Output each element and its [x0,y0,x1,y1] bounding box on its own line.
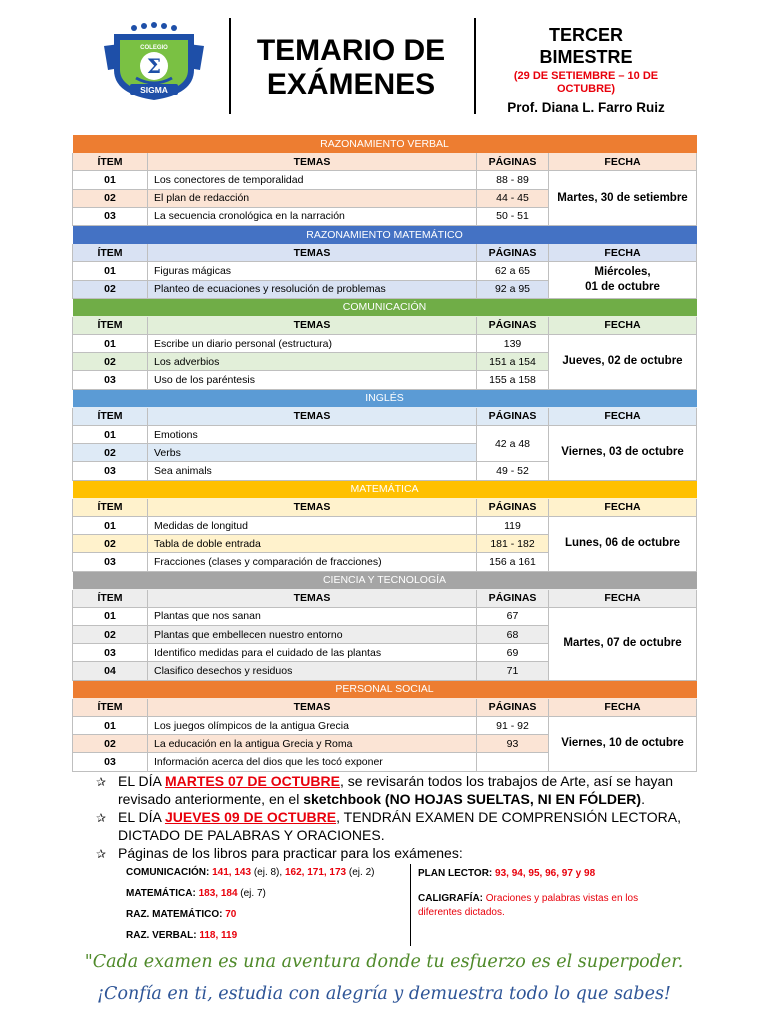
topic-name: Sea animals [148,462,477,480]
column-header-item: ÍTEM [73,316,148,334]
note-practice-pages [96,844,696,862]
column-header-temas: TEMAS [148,498,477,516]
title-line-2: EXÁMENES [266,68,436,101]
refs-divider [410,864,411,946]
exam-date: Martes, 30 de setiembre [549,171,697,226]
exam-date: Lunes, 06 de octubre [549,516,697,571]
page-range: 49 - 52 [477,462,549,480]
page-range: 155 a 158 [477,371,549,389]
page-range: 44 - 45 [477,189,549,207]
item-number: 01 [73,171,148,189]
note-text: EL DÍA [118,809,165,825]
teacher-name: Prof. Diana L. Farro Ruiz [507,100,665,115]
subject-banner [73,135,697,153]
term-title-line-1: TERCER [548,25,623,45]
term-info [486,24,686,115]
item-number: 03 [73,207,148,225]
column-header-fecha: FECHA [549,316,697,334]
item-number: 02 [73,353,148,371]
topic-name: Identifico medidas para el cuidado de las plantas [148,644,477,662]
page-range: 139 [477,335,549,353]
title-line-1: TEMARIO DE [256,34,446,67]
page-range: 67 [477,607,549,625]
column-header-row [73,316,697,334]
table-row [73,607,697,625]
topic-name: Información acerca del dios que les tocó exponer [148,753,477,771]
column-header-item: ÍTEM [73,498,148,516]
column-header-row [73,498,697,516]
column-header-paginas: PÁGINAS [477,244,549,262]
practice-pages-left [126,862,406,946]
subject-banner [73,571,697,589]
topic-name: Los conectores de temporalidad [148,171,477,189]
column-header-row [73,153,697,171]
item-number: 03 [73,644,148,662]
topic-name: Verbs [148,444,477,462]
column-header-fecha: FECHA [549,589,697,607]
page-range: 88 - 89 [477,171,549,189]
item-number: 01 [73,426,148,444]
exam-date: Jueves, 02 de octubre [549,335,697,390]
column-header-paginas: PÁGINAS [477,498,549,516]
topic-name: Planteo de ecuaciones y resolución de problemas [148,280,477,298]
page-range: 181 - 182 [477,535,549,553]
table-row [73,516,697,534]
table-row [73,717,697,735]
subject-name: RAZONAMIENTO MATEMÁTICO [73,225,697,243]
topic-name: Plantas que nos sanan [148,607,477,625]
topic-name: Los adverbios [148,353,477,371]
column-header-row [73,589,697,607]
term-title-line-2: BIMESTRE [539,47,633,67]
topic-name: El plan de redacción [148,189,477,207]
page-range: 50 - 51 [477,207,549,225]
logo-school-name: SIGMA [140,85,168,95]
item-number: 03 [73,553,148,571]
topic-name: Escribe un diario personal (estructura) [148,335,477,353]
column-header-temas: TEMAS [148,589,477,607]
item-number: 01 [73,335,148,353]
note-text: Páginas de los libros para practicar para los exámenes: [118,845,463,861]
column-header-item: ÍTEM [73,589,148,607]
header-divider-left [229,18,231,114]
exam-date: Martes, 07 de octubre [549,607,697,680]
note-text: . [641,791,645,807]
item-number: 03 [73,371,148,389]
subject-name: COMUNICACIÓN [73,298,697,316]
subject-name: INGLÉS [73,389,697,407]
practice-pages-reference [122,862,682,946]
subject-name: PERSONAL SOCIAL [73,680,697,698]
subject-banner [73,680,697,698]
logo-sigma-symbol: Σ [146,54,162,78]
logo-school-top: COLEGIO [140,45,168,51]
note-reading-exam [96,808,696,844]
page-range: 92 a 95 [477,280,549,298]
page-range: 42 a 48 [477,426,549,462]
ref-raz-matematico: RAZ. MATEMÁTICO: 70 [126,909,237,920]
topic-name: La secuencia cronológica en la narración [148,207,477,225]
page-range: 62 a 65 [477,262,549,280]
item-number: 01 [73,607,148,625]
item-number: 03 [73,753,148,771]
page-range: 68 [477,626,549,644]
school-logo [100,22,208,102]
item-number: 02 [73,444,148,462]
page-range: 151 a 154 [477,353,549,371]
item-number: 02 [73,535,148,553]
column-header-fecha: FECHA [549,698,697,716]
topic-name: La educación en la antigua Grecia y Roma [148,735,477,753]
column-header-paginas: PÁGINAS [477,407,549,425]
exam-date: Miércoles, 01 de octubre [549,262,697,298]
item-number: 03 [73,462,148,480]
motivational-quote-2: ¡Confía en ti, estudia con alegría y demuestra todo lo que sabes! [97,984,671,1004]
subject-banner [73,389,697,407]
exam-schedule-table [72,134,697,772]
page-title [240,34,462,102]
star-bullet-icon: ✰ [96,775,107,789]
ref-matematica: MATEMÁTICA: 183, 184 (ej. 7) [126,888,266,899]
item-number: 01 [73,516,148,534]
subject-name: RAZONAMIENTO VERBAL [73,135,697,153]
page-range: 91 - 92 [477,717,549,735]
column-header-paginas: PÁGINAS [477,589,549,607]
column-header-fecha: FECHA [549,244,697,262]
column-header-fecha: FECHA [549,153,697,171]
topic-name: Clasifico desechos y residuos [148,662,477,680]
note-text: , se revisarán todos los trabajos de Arte, así se hayan revisado anteriormente, en el [118,773,674,807]
notes-section [96,772,696,862]
ref-raz-verbal: RAZ. VERBAL: 118, 119 [126,930,238,941]
item-number: 02 [73,735,148,753]
subject-name: MATEMÁTICA [73,480,697,498]
column-header-temas: TEMAS [148,407,477,425]
item-number: 02 [73,189,148,207]
page-range: 93 [477,735,549,753]
exam-date: Viernes, 03 de octubre [549,426,697,481]
column-header-fecha: FECHA [549,407,697,425]
column-header-temas: TEMAS [148,698,477,716]
note-text: , TENDRÁN EXAMEN DE COMPRENSIÓN LECTORA, DICTADO DE PALABRAS Y ORACIONES. [118,809,681,843]
column-header-item: ÍTEM [73,407,148,425]
column-header-temas: TEMAS [148,153,477,171]
item-number: 04 [73,662,148,680]
column-header-paginas: PÁGINAS [477,316,549,334]
table-row [73,426,697,444]
subject-name: CIENCIA Y TECNOLOGÍA [73,571,697,589]
ref-comunicacion: COMUNICACIÓN: 141, 143 (ej. 8), 162, 171, 173 (ej. 2) [126,867,375,878]
practice-pages-right [418,862,680,920]
column-header-item: ÍTEM [73,153,148,171]
topic-name: Emotions [148,426,477,444]
ref-plan-lector: PLAN LECTOR: 93, 94, 95, 96, 97 y 98 [418,868,596,879]
exam-date: Viernes, 10 de octubre [549,717,697,772]
topic-name: Tabla de doble entrada [148,535,477,553]
term-dates: (29 DE SETIEMBRE – 10 DE OCTUBRE) [513,70,659,95]
header-divider-right [474,18,476,114]
note-date-highlight: MARTES 07 DE OCTUBRE [164,773,340,789]
topic-name: Medidas de longitud [148,516,477,534]
star-bullet-icon: ✰ [96,847,107,861]
note-art-review [96,772,696,808]
column-header-row [73,244,697,262]
table-row [73,335,697,353]
column-header-item: ÍTEM [73,698,148,716]
table-row [73,171,697,189]
note-text: EL DÍA [118,773,165,789]
item-number: 01 [73,262,148,280]
column-header-paginas: PÁGINAS [477,153,549,171]
topic-name: Uso de los paréntesis [148,371,477,389]
document-header [0,0,768,128]
column-header-paginas: PÁGINAS [477,698,549,716]
column-header-temas: TEMAS [148,244,477,262]
star-bullet-icon: ✰ [96,811,107,825]
item-number: 01 [73,717,148,735]
column-header-item: ÍTEM [73,244,148,262]
table-row [73,262,697,280]
page-range: 71 [477,662,549,680]
topic-name: Fracciones (clases y comparación de fracciones) [148,553,477,571]
ref-caligrafia: CALIGRAFÍA: Oraciones y palabras vistas en los diferentes dictados. [418,893,639,918]
subject-banner [73,480,697,498]
item-number: 02 [73,626,148,644]
topic-name: Plantas que embellecen nuestro entorno [148,626,477,644]
column-header-row [73,407,697,425]
topic-name: Figuras mágicas [148,262,477,280]
subject-banner [73,298,697,316]
column-header-temas: TEMAS [148,316,477,334]
topic-name: Los juegos olímpicos de la antigua Grecia [148,717,477,735]
note-date-highlight: JUEVES 09 DE OCTUBRE [164,809,337,825]
page-range: 69 [477,644,549,662]
motivational-quote-1: "Cada examen es una aventura donde tu esfuerzo es el superpoder. [84,952,684,972]
item-number: 02 [73,280,148,298]
page-range [477,753,549,771]
page-range: 156 a 161 [477,553,549,571]
column-header-fecha: FECHA [549,498,697,516]
page-range: 119 [477,516,549,534]
note-bold-text: sketchbook (NO HOJAS SUELTAS, NI EN FÓLDER) [303,791,642,807]
column-header-row [73,698,697,716]
subject-banner [73,225,697,243]
